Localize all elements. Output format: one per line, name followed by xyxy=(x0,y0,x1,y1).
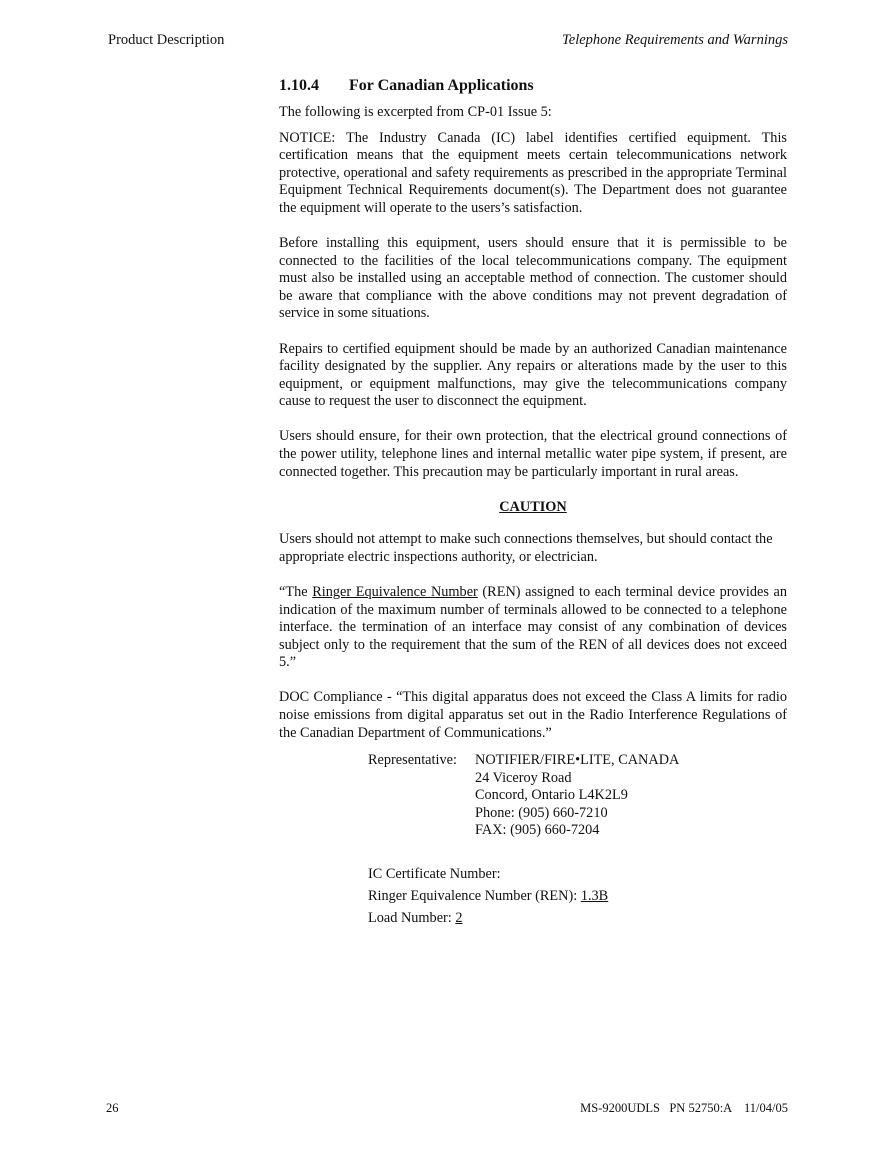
notice-paragraph: NOTICE: The Industry Canada (IC) label identifies certified equipment. This certification means that the equipment meets certain telecommunications network protective, operational and safety requirements as prescribed in the appropriate Terminal Equipment Technical Requirements document(s). The Department does not guarantee the equipment will operate to the users’s satisfaction. xyxy=(279,129,787,216)
caution-text: Users should not attempt to make such connections themselves, but should contact the appropriate electric inspections authority, or electrician. xyxy=(279,531,773,565)
section-number: 1.10.4 xyxy=(279,77,319,94)
ren-pre: “The xyxy=(279,583,313,600)
load-line xyxy=(368,910,608,928)
ren-paragraph xyxy=(279,584,787,672)
doc-compliance-paragraph: DOC Compliance - “This digital apparatus does not exceed the Class A limits for radio noise emissions from digital apparatus set out in the Radio Interference Regulations of the Canadian Department of Communications.” xyxy=(279,689,787,741)
representative-street: 24 Viceroy Road xyxy=(475,769,572,786)
running-header-left: Product Description xyxy=(108,32,225,48)
representative-address xyxy=(475,752,679,840)
section-title: For Canadian Applications xyxy=(349,77,534,94)
intro-text: The following is excerpted from CP-01 Issue 5: xyxy=(279,104,552,120)
running-header-right: Telephone Requirements and Warnings xyxy=(562,32,788,48)
representative-phone: Phone: (905) 660-7210 xyxy=(475,804,608,821)
ren-post: (REN) assigned to each terminal device provides an indication of the maximum number of terminals allowed to be connected to a telephone interface. the termination of an interface may consist of any combination of devices subject only to the requirement that the sum of the REN of all devices does not exceed 5.” xyxy=(279,583,787,671)
installation-paragraph: Before installing this equipment, users should ensure that it is permissible to be connected to the facilities of the local telecommunications company. The equipment must also be installed using an acceptable method of connection. The customer should be aware that compliance with the above conditions may not prevent degradation of service in some situations. xyxy=(279,235,787,322)
page-number: 26 xyxy=(106,1101,119,1115)
representative-block xyxy=(368,752,679,840)
ren-line xyxy=(368,888,608,906)
ren-term: Ringer Equivalence Number xyxy=(312,583,478,600)
representative-name: NOTIFIER/FIRE•LITE, CANADA xyxy=(475,752,680,768)
representative-fax: FAX: (905) 660-7204 xyxy=(475,822,600,839)
ren-value: 1.3B xyxy=(580,887,609,904)
caution-heading: CAUTION xyxy=(499,498,567,515)
grounding-paragraph: Users should ensure, for their own protection, that the electrical ground connections of the power utility, telephone lines and internal metallic water pipe system, if present, are connected together. This precaution may be particularly important in rural areas. xyxy=(279,428,787,480)
repairs-paragraph: Repairs to certified equipment should be made by an authorized Canadian maintenance facility designated by the supplier. Any repairs or alterations made by the user to this equipment, or equipment malfunctions, may give the telecommunications company cause to request the user to disconnect the equipment. xyxy=(279,340,787,410)
main-content xyxy=(279,76,787,742)
certification-block xyxy=(368,866,608,932)
load-label: Load Number: xyxy=(368,909,456,926)
document-id: MS-9200UDLS PN 52750:A 11/04/05 xyxy=(580,1101,788,1115)
representative-city: Concord, Ontario L4K2L9 xyxy=(475,787,628,804)
ren-label: Ringer Equivalence Number (REN): xyxy=(368,887,581,904)
ic-certificate-number: IC Certificate Number: xyxy=(368,866,501,882)
representative-label: Representative: xyxy=(368,752,457,768)
section-heading xyxy=(279,76,787,96)
load-value: 2 xyxy=(455,909,463,926)
